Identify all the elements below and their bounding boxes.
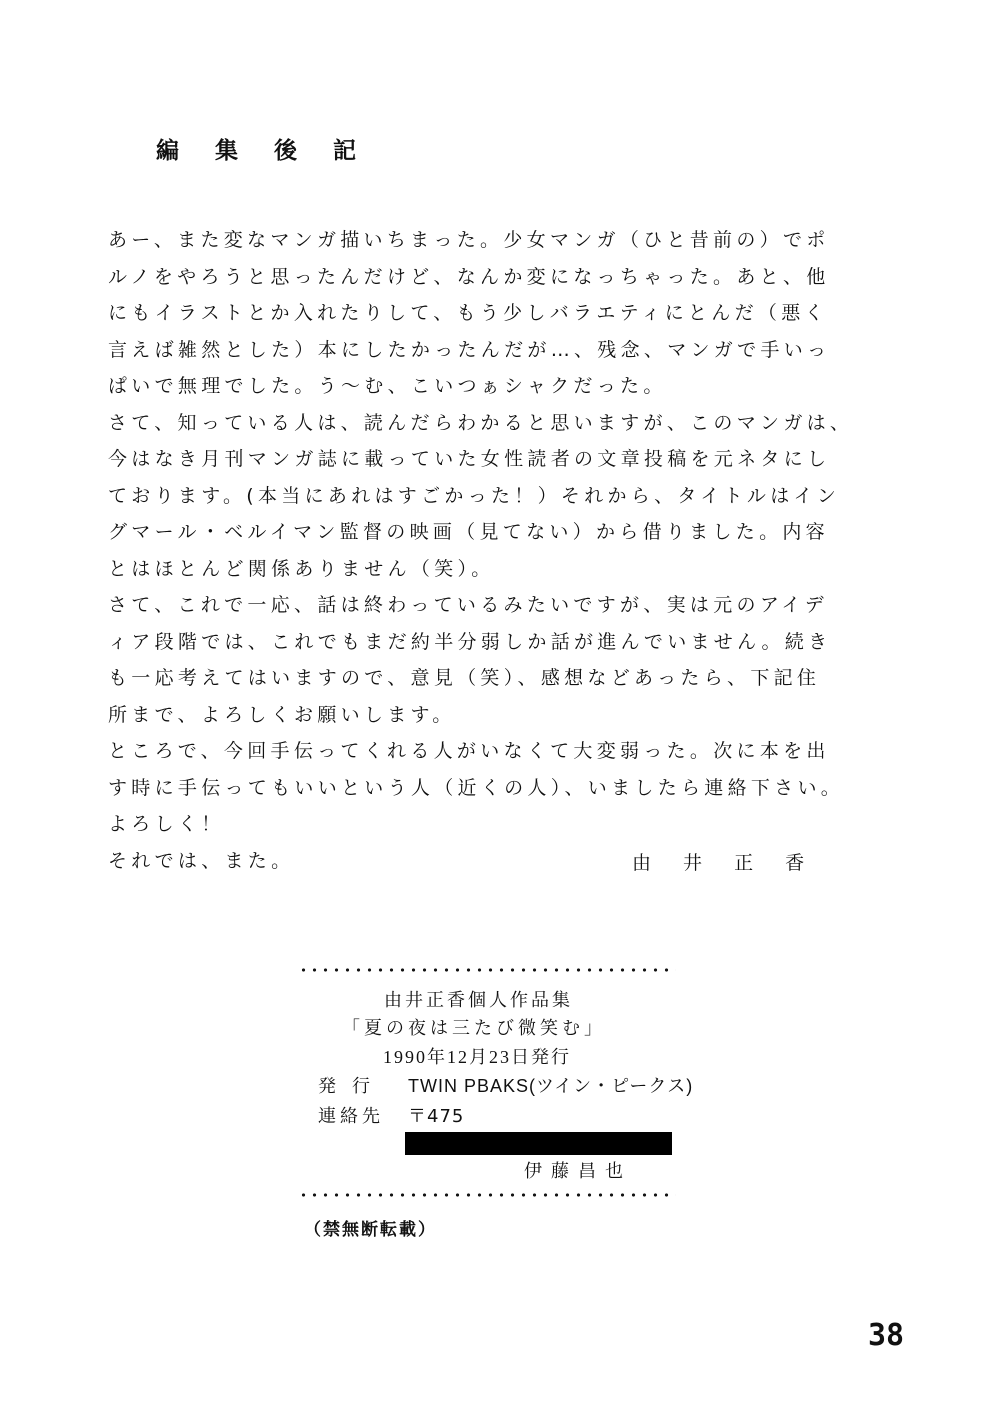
body-line: ております。(本当にあれはすごかった！）それから、タイトルはイン [108,484,841,507]
page-title: 編 集 後 記 [156,138,371,164]
body-line: ルノをやろうと思ったんだけど、なんか変になっちゃった。あと、他 [108,265,830,288]
body-line: 今はなき月刊マンガ誌に載っていた女性読者の文章投稿を元ネタにし [108,448,831,470]
body-line: 言えば雑然とした）本にしたかったんだが…、残念、マンガで手いっ [108,338,831,361]
dotted-divider-bottom [298,1193,676,1197]
publisher-value: TWIN PBAKS(ツイン・ピークス) [408,1076,694,1096]
body-line: 所まで、よろしくお願いします。 [108,703,456,726]
body-line: グマール・ベルイマン監督の映画（見てない）から借りました。内容 [108,521,829,543]
reprint-prohibition: （禁無断転載） [304,1220,437,1240]
colophon-date: 1990年12月23日発行 [383,1047,571,1067]
publisher-label: 発行 [318,1076,386,1097]
body-line: ところで、今回手伝ってくれる人がいなくて大変弱った。次に本を出 [108,740,830,762]
redacted-address-bar [405,1132,672,1155]
afterword-body [108,222,853,879]
body-line: よろしく！ [108,813,225,835]
colophon-collection: 由井正香個人作品集 [384,990,573,1011]
colophon-book-title: 「夏の夜は三たび微笑む」 [342,1018,606,1039]
contact-label: 連絡先 [318,1106,384,1127]
dotted-divider-top [298,968,676,972]
contact-person: 伊藤昌也 [524,1161,632,1182]
body-line: ぱいで無理でした。う～む、こいつぁシャクだった。 [108,375,667,397]
body-line: も一応考えてはいますので、意見（笑）、感想などあったら、下記住 [108,667,821,689]
contact-postal-code: 〒475 [408,1106,465,1127]
body-line: ィア段階では、これでもまだ約半分弱しか話が進んでいません。続き [108,630,832,653]
body-line: す時に手伝ってもいいという人（近くの人）、いましたら連絡下さい。 [108,776,845,799]
body-line: にもイラストとか入れたりして、もう少しバラエティにとんだ（悪く [108,302,828,324]
page-number: 38 [868,1318,905,1353]
body-line: さて、知っている人は、読んだらわかると思いますが、このマンガは、 [108,411,854,434]
body-line: とはほとんど関係ありません（笑）。 [108,557,495,580]
body-line: あー、また変なマンガ描いちまった。少女マンガ（ひと昔前の）でポ [108,229,830,251]
author-signature: 由 井 正 香 [632,852,818,874]
body-line: それでは、また。 [108,849,295,872]
body-line: さて、これで一応、話は終わっているみたいですが、実は元のアイデ [108,594,829,616]
